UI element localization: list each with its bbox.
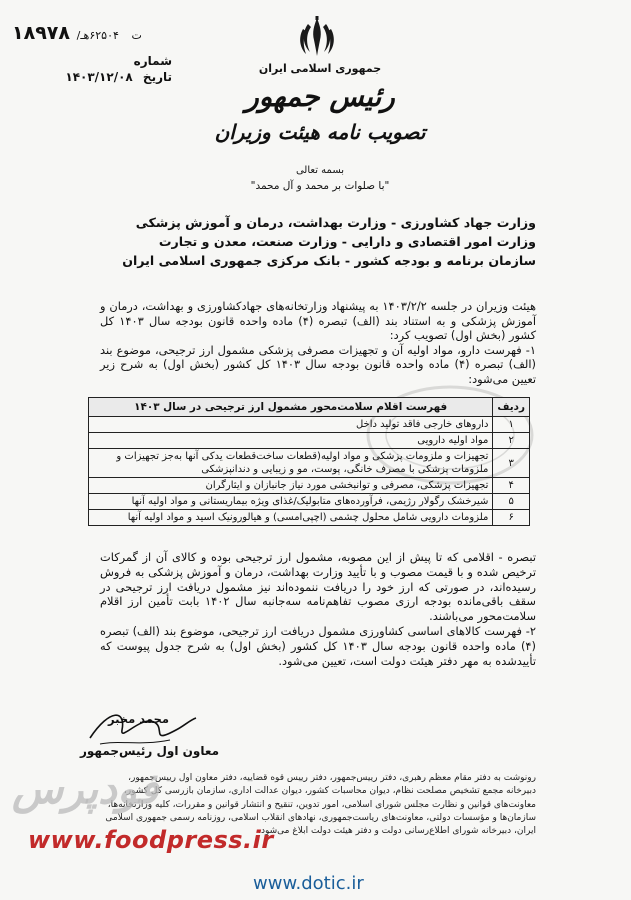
date-row xyxy=(12,70,172,84)
watermark-dotic-url: www.dotic.ir xyxy=(253,873,364,894)
row-number: ۶ xyxy=(493,510,530,526)
table-row xyxy=(89,494,530,510)
row-text: تجهیزات پزشکی، مصرفی و توانبخشی مورد نیاز جانبازان و ایثارگران xyxy=(89,478,493,494)
invocation: بسمه تعالی xyxy=(295,165,345,176)
signatory-name: محمد مخبر xyxy=(108,712,170,726)
reference-number: ۶۲۵۰۴هـ xyxy=(80,29,119,42)
addressee-line: وزارت امور اقتصادی و دارایی - وزارت صنعت، معدن و تجارت xyxy=(158,234,536,249)
row-number: ۱ xyxy=(493,417,530,433)
table-row xyxy=(89,433,530,449)
row-number: ۵ xyxy=(493,494,530,510)
addressee-line: سازمان برنامه و بودجه کشور - بانک مرکزی جمهوری اسلامی ایران xyxy=(122,253,536,268)
row-text: ملزومات دارویی شامل محلول چشمی (اچپی‌امسی) و هیالورونیک اسید و مواد اولیه آنها xyxy=(89,510,493,526)
table-row xyxy=(89,417,530,433)
clause-2: ۲- فهرست کالاهای اساسی کشاورزی مشمول دریافت ارز ترجیحی، موضوع بند (الف) تبصره (۴) ماده واحده قانون بودجه سال ۱۴۰۳ کل کشور (بخش اول) به شرح جدول پیوست که تأییدشده به مهر دفتر هیئت دولت است، تعیین می‌شود. xyxy=(100,623,536,668)
country-name: جمهوری اسلامی ایران xyxy=(258,62,382,75)
note-paragraph: تبصره - اقلامی که تا پیش از این مصوبه، مشمول ارز ترجیحی بوده و کالای آن از گمرکات ترخیص شده و با قیمت مصوب و با تأیید وزارت بهداشت، درمان و آموزش پزشکی به فروش رسیده‌اند، در صورتی که ارز خود را دریافت ننموده‌اند نیز مشمول دریافت ارز ترجیحی در سقف باقی‌مانده بودجه ارزی مصوب تفاهم‌نامه سه‌جانبه سال ۱۴۰۲ بابت تأمین ارز اقلام سلامت‌محور می‌باشند. xyxy=(100,550,536,624)
letter-number: ۱۸۹۷۸ xyxy=(12,22,70,44)
decree-body-continued xyxy=(100,550,536,668)
office-title: رئیس جمهور xyxy=(245,80,395,113)
row-text: تجهیزات و ملزومات پزشکی و مواد اولیه(قطعات ساخت‌قطعات یدکی آنها به‌جز تجهیزات و ملزومات پزشکی با مصرف خانگی، پوست، مو و زیبایی و دندانپزشکی xyxy=(89,449,493,478)
addressees xyxy=(96,213,536,270)
letter-number-row xyxy=(12,22,172,44)
row-text: داروهای خارجی فاقد تولید داخل xyxy=(89,417,493,433)
intro-paragraph: هیئت وزیران در جلسه ۱۴۰۳/۲/۲ به پیشنهاد وزارتخانه‌های جهادکشاورزی و بهداشت، درمان و آموزش پزشکی و به استناد بند (الف) تبصره (۴) ماده واحده قانون بودجه سال ۱۴۰۳ کل کشور (بخش اول) تصویب کرد: xyxy=(100,299,536,342)
watermark-foodpress-url: www.foodpress.ir xyxy=(28,826,274,854)
document-type: تصویب نامه هیئت وزیران xyxy=(214,120,426,144)
row-number: ۳ xyxy=(493,449,530,478)
date-value: ۱۴۰۳/۱۲/۰۸ xyxy=(65,70,133,84)
table-row xyxy=(89,510,530,526)
clause-1: ۱- فهرست دارو، مواد اولیه آن و تجهیزات مصرفی پزشکی مشمول ارز ترجیحی، موضوع بند (الف) تبصره (۴) ماده واحده قانون بودجه سال ۱۴۰۳ کل کشور (بخش اول) به شرح زیر تعیین می‌شود: xyxy=(100,342,536,386)
number-label: شماره xyxy=(133,54,172,68)
col-row-header: ردیف xyxy=(493,398,530,417)
reference-prefix: /ت xyxy=(76,29,142,42)
col-title-header: فهرست اقلام سلامت‌محور مشمول ارز ترجیحی در سال ۱۴۰۳ xyxy=(89,398,493,417)
letter-header xyxy=(12,22,172,84)
decree-body xyxy=(100,299,536,386)
salawat: "با صلوات بر محمد و آل محمد" xyxy=(250,180,390,192)
watermark-brand: فودپرس xyxy=(12,764,159,813)
row-number: ۲ xyxy=(493,433,530,449)
number-label-row xyxy=(12,54,172,68)
row-text: مواد اولیه دارویی xyxy=(89,433,493,449)
items-table xyxy=(88,397,530,526)
date-label: تاریخ xyxy=(142,70,172,84)
table-header-row xyxy=(89,398,530,417)
row-text: شیرخشک رگولار رژیمی، فرآورده‌های متابولیک/غذای ویژه بیماریستانی و مواد اولیه آنها xyxy=(89,494,493,510)
table-row xyxy=(89,478,530,494)
addressee-line: وزارت جهاد کشاورزی - وزارت بهداشت، درمان و آموزش پزشکی xyxy=(135,215,536,230)
national-emblem-icon xyxy=(294,14,340,60)
row-number: ۴ xyxy=(493,478,530,494)
signatory-title: معاون اول رئیس‌جمهور xyxy=(80,744,220,758)
carbon-copy-list: رونوشت به دفتر مقام معظم رهبری، دفتر رییس‌جمهور، دفتر رییس قوه قضاییه، دفتر معاون اول رییس‌جمهور، دبیرخانه مجمع تشخیص مصلحت نظام، دیوان محاسبات کشور، دیوان عدالت اداری، سازمان بازرسی کل کشور، معاونت‌های قوانین و نظارت مجلس شورای اسلامی، امور تدوین، تنقیح و انتشار قوانین و مقررات، کلیه وزارتخانه‌ها، سازمان‌ها و مؤسسات دولتی، معاونت‌های ریاست‌جمهوری، نهادهای انقلاب اسلامی، روزنامه رسمی جمهوری اسلامی ایران، دبیرخانه شورای اطلاع‌رسانی دولت و دفتر هیئت دولت ابلاغ می‌شود. xyxy=(105,773,536,837)
table-row xyxy=(89,449,530,478)
